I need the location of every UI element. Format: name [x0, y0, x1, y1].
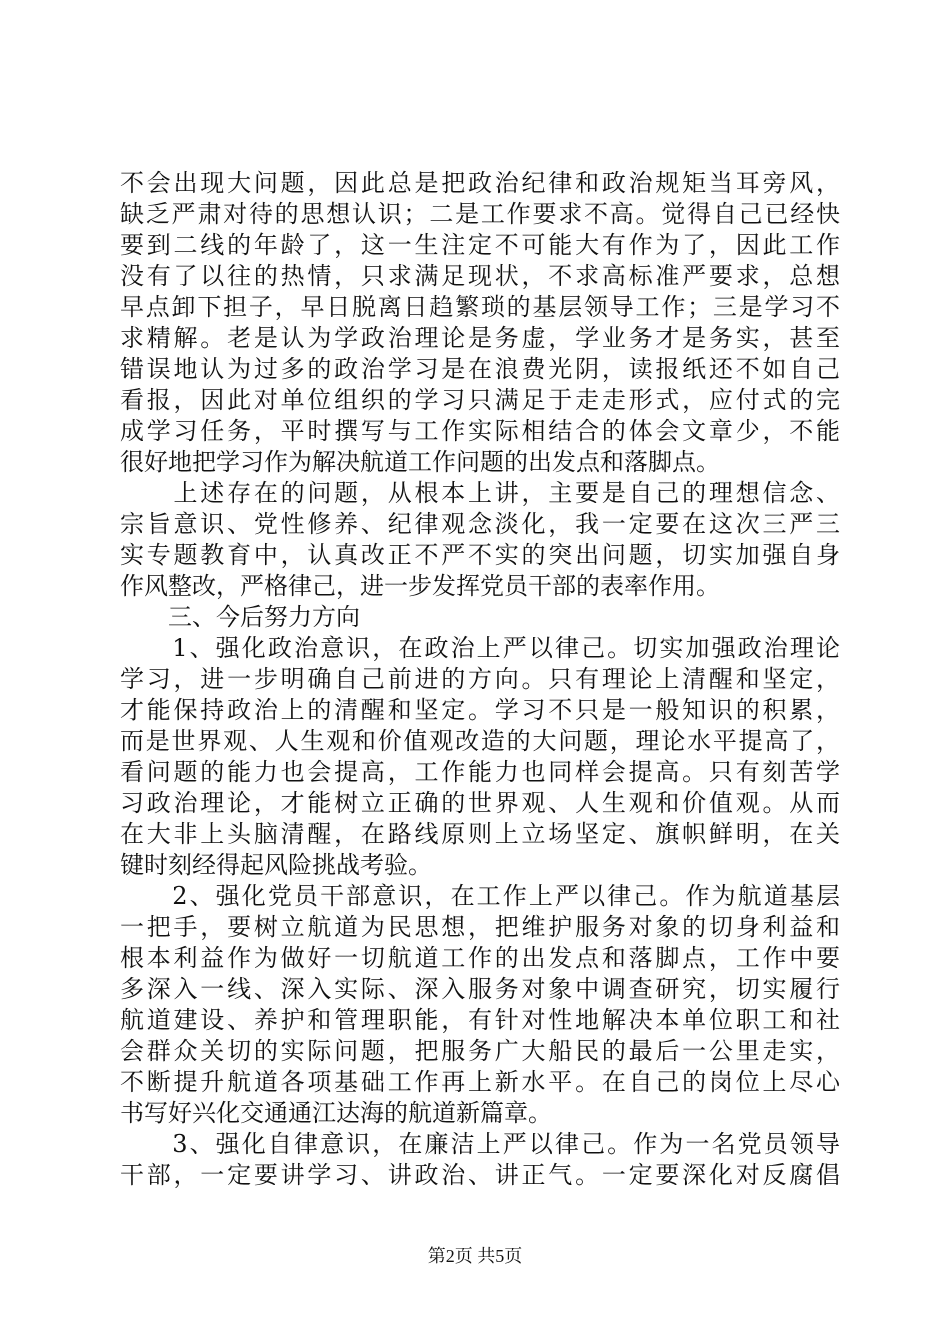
text-line: 而是世界观、人生观和价值观改造的大问题，理论水平提高了，	[120, 727, 840, 755]
text-line: 三、今后努力方向	[120, 603, 360, 631]
text-line: 键时刻经得起风险挑战考验。	[120, 851, 432, 879]
text-line: 宗旨意识、党性修养、纪律观念淡化，我一定要在这次三严三	[120, 510, 840, 538]
text-line: 看报，因此对单位组织的学习只满足于走走形式，应付式的完	[120, 386, 840, 414]
text-line: 很好地把学习作为解决航道工作问题的出发点和落脚点。	[120, 448, 720, 476]
text-line: 一把手，要树立航道为民思想，把维护服务对象的切身利益和	[120, 913, 840, 941]
text-line: 才能保持政治上的清醒和坚定。学习不只是一般知识的积累，	[120, 696, 840, 724]
text-line: 在大非上头脑清醒，在路线原则上立场坚定、旗帜鲜明，在关	[120, 820, 840, 848]
text-line: 干部，一定要讲学习、讲政治、讲正气。一定要深化对反腐倡	[120, 1161, 840, 1189]
text-line: 早点卸下担子，早日脱离日趋繁琐的基层领导工作；三是学习不	[120, 293, 840, 321]
text-line: 习政治理论，才能树立正确的世界观、人生观和价值观。从而	[120, 789, 840, 817]
text-line: 书写好兴化交通通江达海的航道新篇章。	[120, 1099, 552, 1127]
text-line: 1、强化政治意识，在政治上严以律己。切实加强政治理论	[120, 634, 840, 662]
text-line: 成学习任务，平时撰写与工作实际相结合的体会文章少，不能	[120, 417, 840, 445]
text-line: 上述存在的问题，从根本上讲，主要是自己的理想信念、	[120, 479, 840, 507]
text-line: 不断提升航道各项基础工作再上新水平。在自己的岗位上尽心	[120, 1068, 840, 1096]
text-line: 要到二线的年龄了，这一生注定不可能大有作为了，因此工作	[120, 231, 840, 259]
text-line: 求精解。老是认为学政治理论是务虚，学业务才是务实，甚至	[120, 324, 840, 352]
text-line: 学习，进一步明确自己前进的方向。只有理论上清醒和坚定，	[120, 665, 840, 693]
text-line: 缺乏严肃对待的思想认识；二是工作要求不高。觉得自己已经快	[120, 200, 840, 228]
text-line: 不会出现大问题，因此总是把政治纪律和政治规矩当耳旁风，	[120, 169, 840, 197]
body-text	[120, 168, 840, 1191]
text-line: 错误地认为过多的政治学习是在浪费光阴，读报纸还不如自己	[120, 355, 840, 383]
text-line: 3、强化自律意识，在廉洁上严以律己。作为一名党员领导	[120, 1130, 840, 1158]
text-line: 没有了以往的热情，只求满足现状，不求高标准严要求，总想	[120, 262, 840, 290]
text-line: 根本利益作为做好一切航道工作的出发点和落脚点，工作中要	[120, 944, 840, 972]
text-line: 作风整改，严格律己，进一步发挥党员干部的表率作用。	[120, 572, 720, 600]
text-line: 2、强化党员干部意识，在工作上严以律己。作为航道基层	[120, 882, 840, 910]
text-line: 看问题的能力也会提高，工作能力也同样会提高。只有刻苦学	[120, 758, 840, 786]
text-line: 实专题教育中，认真改正不严不实的突出问题，切实加强自身	[120, 541, 840, 569]
text-line: 会群众关切的实际问题，把服务广大船民的最后一公里走实，	[120, 1037, 840, 1065]
page-footer: 第2页 共5页	[427, 1246, 523, 1266]
text-line: 航道建设、养护和管理职能，有针对性地解决本单位职工和社	[120, 1006, 840, 1034]
text-line: 多深入一线、深入实际、深入服务对象中调查研究，切实履行	[120, 975, 840, 1003]
